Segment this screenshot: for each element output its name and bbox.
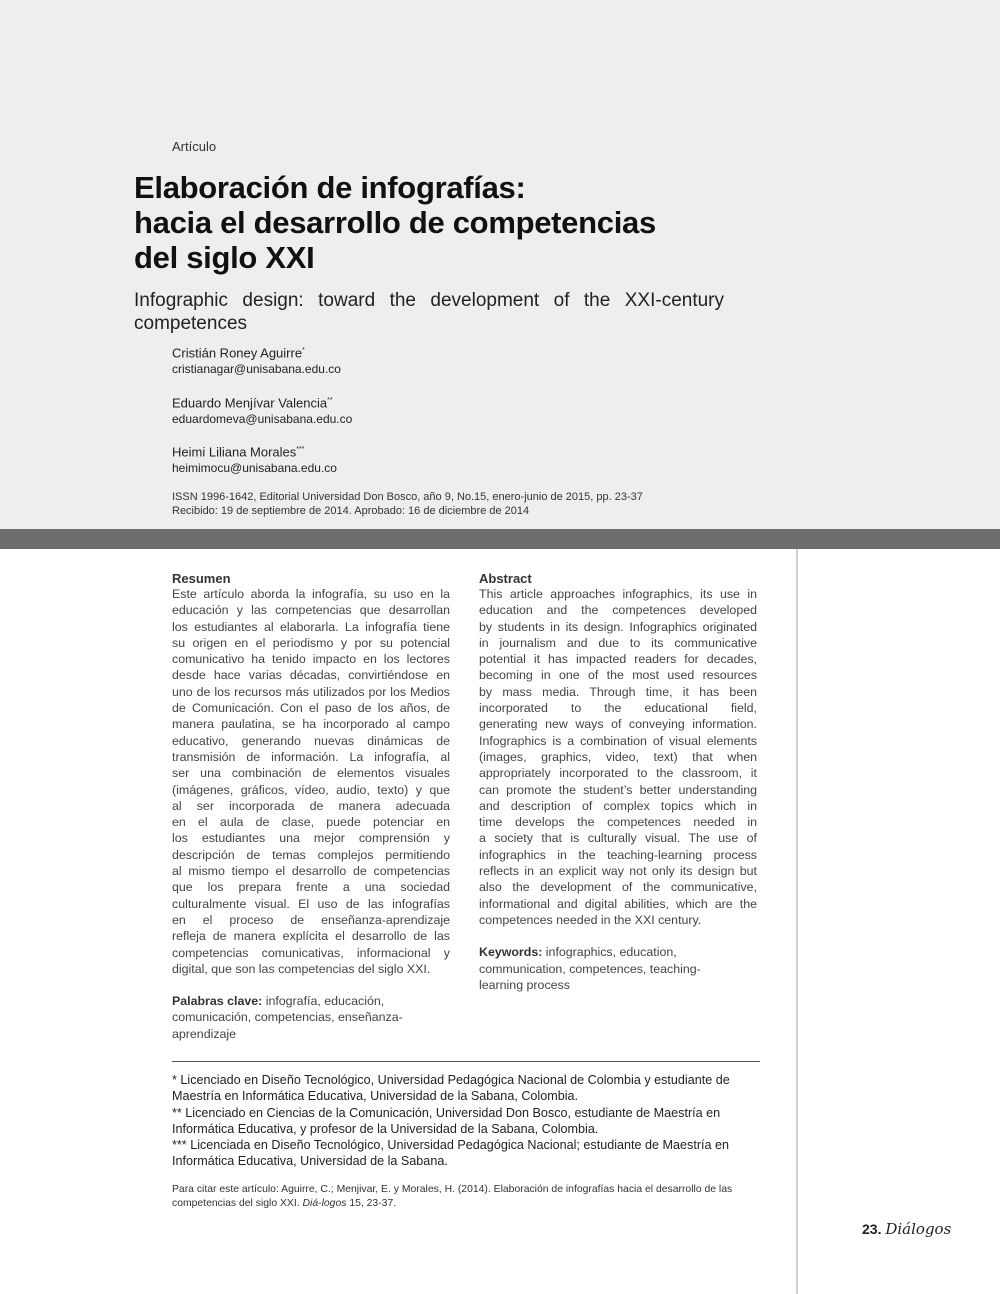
text-line: and description of complex topics which in — [479, 798, 757, 813]
keywords-label: Keywords: — [479, 945, 543, 960]
text-line: culturalmente visual. El uso de las infografías — [172, 896, 450, 911]
text-line: informational and digital abilities, which are the — [479, 896, 757, 911]
author-mark: ** — [327, 397, 333, 404]
resumen-body — [172, 586, 450, 977]
keywords-line: infographics, education, — [542, 945, 677, 960]
article-title — [134, 170, 656, 275]
author-name: Eduardo Menjívar Valencia — [172, 395, 328, 411]
text-line: by students in its design. Infographics originated — [479, 619, 757, 634]
text-line: by mass media. Through time, it has been — [479, 684, 757, 699]
keywords-label: Palabras clave: — [172, 994, 263, 1009]
title-line: Elaboración de infografías: — [134, 170, 526, 205]
text-line: descripción de temas complejos permitiendo — [172, 847, 450, 862]
text-line: competences needed in the XXI century. — [479, 912, 702, 927]
text-line: los estudiantes al elaborarla. La infografía tiene — [172, 619, 450, 634]
author-name: Heimi Liliana Morales — [172, 444, 297, 460]
abstract-column — [479, 571, 757, 993]
palabras-clave — [172, 993, 450, 1042]
text-line: al ser incorporada de manera adecuada — [172, 798, 450, 813]
keywords-line: learning process — [479, 977, 570, 992]
author-mark: *** — [296, 446, 305, 453]
text-line: Infographics is a combination of visual elements — [479, 733, 757, 748]
keywords-line: comunicación, competencias, enseñanza- — [172, 1010, 403, 1025]
keywords-line: communication, competences, teaching- — [479, 961, 701, 976]
text-line: digital, que son las competencias del siglo XXI. — [172, 961, 431, 976]
text-line: al mismo tiempo el desarrollo de competencias — [172, 864, 450, 879]
text-line: education and the competences developed — [479, 603, 757, 618]
footnote: *** Licenciada en Diseño Tecnológico, Universidad Pedagógica Nacional; estudiante de Maestría en Informática Educativa, Universidad de la Sabana. — [172, 1138, 730, 1169]
text-line: comunicativo ha tenido impacto en los lectores — [172, 652, 450, 667]
footnotes — [172, 1072, 762, 1170]
keywords-line: infografía, educación, — [262, 994, 385, 1009]
text-line: infographics in the teaching-learning process — [479, 847, 757, 862]
text-line: ser una combinación de elementos visuales — [172, 766, 450, 781]
text-line: que los prepara frente a una sociedad — [172, 880, 450, 895]
resumen-heading: Resumen — [172, 571, 231, 586]
text-line: competencias comunicativas, informacional y — [172, 945, 450, 960]
text-line: time develops the competences needed in — [479, 815, 757, 830]
text-line: transmisión de información. La infografía, al — [172, 749, 450, 764]
text-line: desde hace varias décadas, convirtiéndose en — [172, 668, 450, 683]
author-email[interactable]: eduardomeva@unisabana.edu.co — [172, 412, 353, 427]
issn-line: ISSN 1996-1642, Editorial Universidad Don Bosco, año 9, No.15, enero-junio de 2015, pp. 23-37 — [172, 491, 643, 503]
text-line: (imágenes, gráficos, vídeo, audio, texto) y que — [172, 782, 450, 797]
text-line: reflects in an explicit way not only its design but — [479, 864, 757, 879]
text-line: in journalism and due to its communicative — [479, 635, 757, 650]
page-footer — [862, 1220, 951, 1238]
citation-text: Para citar este artículo: Aguirre, C.; Menjivar, E. y Morales, H. (2014). Elaboración de infografías hacia el desarrollo de las competencias del siglo XXI. — [172, 1184, 733, 1209]
margin-rule — [796, 549, 798, 1294]
author-name: Cristián Roney Aguirre — [172, 345, 303, 361]
text-line: en el proceso de enseñanza-aprendizaje — [172, 912, 450, 927]
footnote: ** Licenciado en Ciencias de la Comunicación, Universidad Don Bosco, estudiante de Maestría en Informática Educativa, y profesor de la Universidad de la Sabana, Colombia. — [172, 1105, 721, 1136]
text-line: a society that is culturally visual. The use of — [479, 831, 757, 846]
abstract-heading: Abstract — [479, 571, 532, 586]
text-line: refleja de manera explícita el desarrollo de las — [172, 929, 450, 944]
text-line: manera paulatina, se ha incorporado al campo — [172, 717, 450, 732]
keywords — [479, 944, 757, 993]
article-subtitle: Infographic design: toward the development of the XXI-century competences — [134, 290, 724, 334]
text-line: can promote the student’s better understanding — [479, 782, 757, 797]
title-line: hacia el desarrollo de competencias — [134, 205, 656, 240]
author-block — [172, 343, 341, 377]
text-line: educativo, generando nuevas dinámicas de — [172, 733, 450, 748]
text-line: su origen en el periodismo y por su potencial — [172, 635, 450, 650]
title-line: del siglo XXI — [134, 240, 315, 275]
text-line: This article approaches infographics, its use in — [479, 587, 757, 601]
section-label: Artículo — [172, 139, 217, 154]
resumen-column — [172, 571, 450, 1042]
citation-suffix: 15, 23-37. — [346, 1197, 397, 1209]
text-line: incorporated to the educational field, — [479, 701, 757, 716]
text-line: (images, graphics, video, text) that when — [479, 749, 757, 764]
text-line: de Comunicación. Con el paso de los años, de — [172, 701, 450, 716]
text-line: also the development of the communicative, — [479, 880, 757, 895]
text-line: educación y las competencias que desarrollan — [172, 603, 450, 618]
text-line: potential it has impacted readers for decades, — [479, 652, 757, 667]
citation — [172, 1183, 762, 1210]
journal-logo: Diálogos — [885, 1220, 952, 1238]
header-divider-bar — [0, 529, 1000, 549]
text-line: becoming in one of the most used resources — [479, 668, 757, 683]
text-line: en el aula de clase, puede potenciar en — [172, 815, 450, 830]
text-line: appropriately incorporated to the classroom, it — [479, 766, 757, 781]
footnote-rule — [172, 1061, 760, 1062]
keywords-line: aprendizaje — [172, 1026, 237, 1041]
text-line: Este artículo aborda la infografía, su uso en la — [172, 587, 450, 601]
citation-journal: Diá-logos — [302, 1197, 347, 1209]
text-line: los estudiantes una mejor comprensión y — [172, 831, 450, 846]
dates-line: Recibido: 19 de septiembre de 2014. Aprobado: 16 de diciembre de 2014 — [172, 505, 530, 517]
author-block — [172, 442, 337, 476]
footnote: * Licenciado en Diseño Tecnológico, Universidad Pedagógica Nacional de Colombia y estudiante de Maestría en Informática Educativa, Universidad de la Sabana, Colombia. — [172, 1073, 730, 1104]
author-email[interactable]: cristianagar@unisabana.edu.co — [172, 362, 341, 377]
author-mark: * — [302, 347, 305, 354]
author-block — [172, 393, 352, 427]
text-line: generating new ways of conveying information. — [479, 717, 757, 732]
author-email[interactable]: heimimocu@unisabana.edu.co — [172, 461, 337, 476]
text-line: uno de los recursos más utilizados por los Medios — [172, 684, 450, 699]
page-number: 23. — [862, 1221, 882, 1237]
abstract-body — [479, 586, 757, 928]
